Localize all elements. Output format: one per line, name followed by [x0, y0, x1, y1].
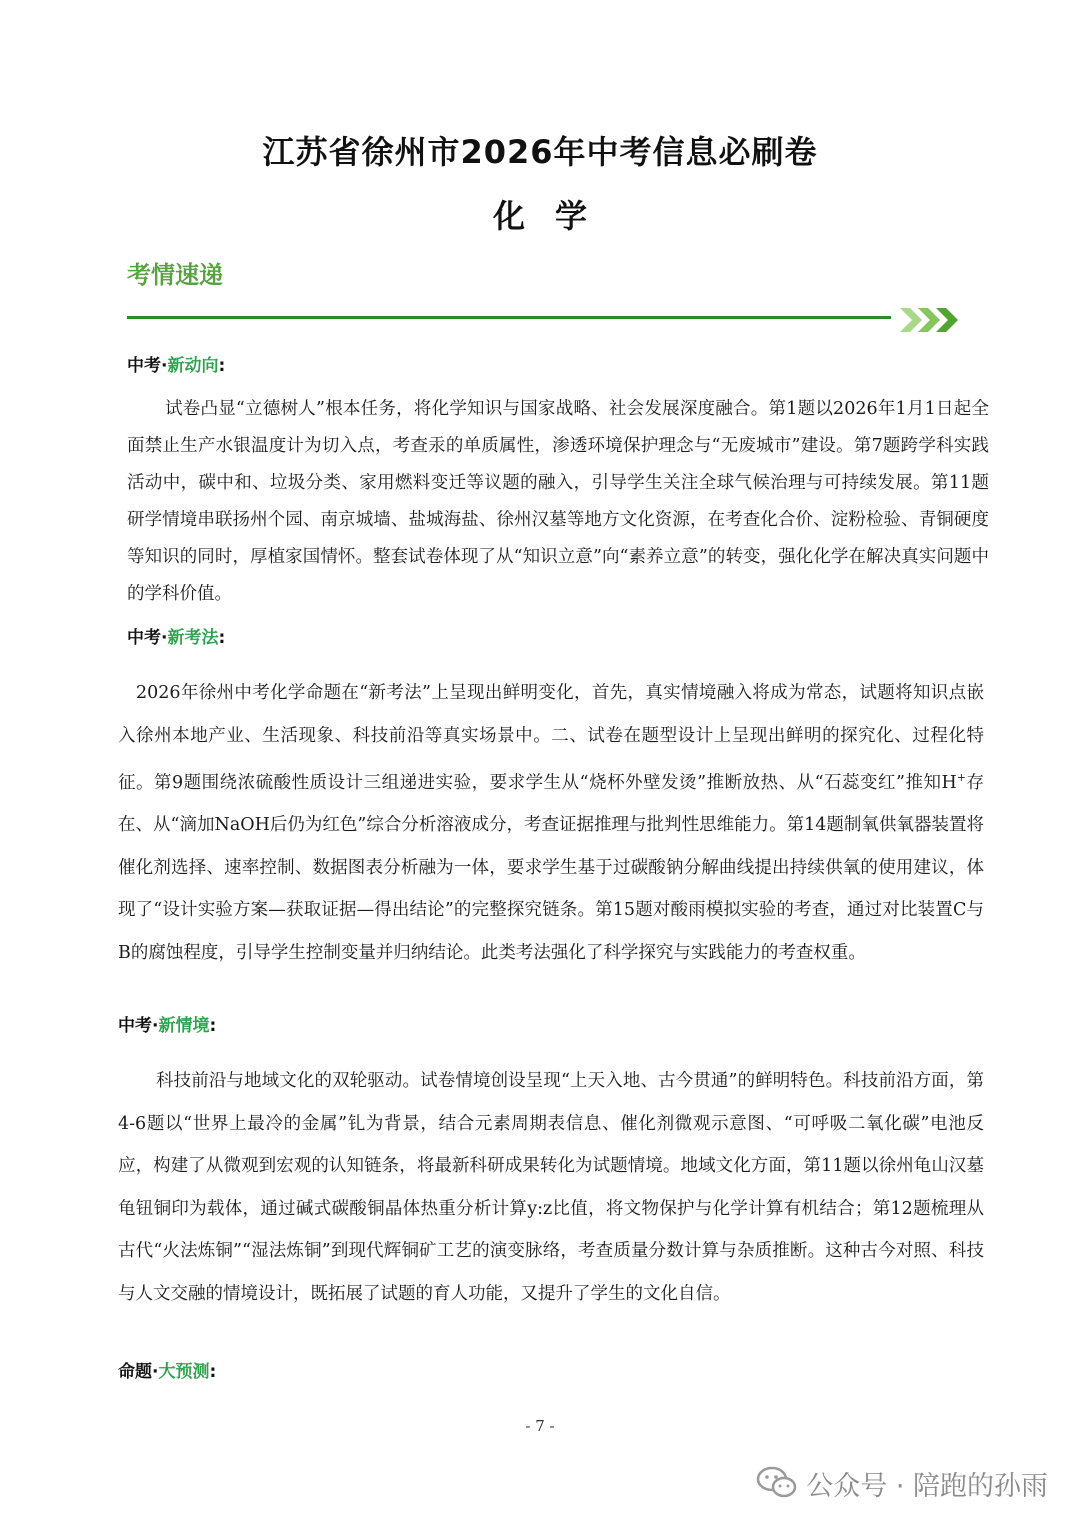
wechat-icon	[756, 1465, 798, 1501]
subheading-predictions: 命题·大预测:	[118, 1362, 217, 1382]
paragraph-new-trends: 试卷凸显“立德树人”根本任务，将化学知识与国家战略、社会发展深度融合。第1题以2026年1月1日起全面禁止生产水银温度计为切入点，考查汞的单质属性，渗透环境保护理念与“无废城市”建设。第7题跨学科实践活动中，碳中和、垃圾分类、家用燃料变迁等议题的融入，引导学生关注全球气候治理与可持续发展。第11题研学情境串联扬州个园、南京城墙、盐城海盐、徐州汉墓等地方文化资源，在考查化合价、淀粉检验、青铜硬度等知识的同时，厚植家国情怀。整套试卷体现了从“知识立意”向“素养立意”的转变，强化化学在解决真实问题中的学科价值。	[127, 399, 989, 604]
exam-title: 江苏省徐州市2026年中考信息必刷卷	[262, 133, 818, 171]
subject-title: 化学	[492, 197, 617, 235]
watermark	[756, 1463, 1048, 1503]
paragraph-new-contexts: 科技前沿与地域文化的双轮驱动。试卷情境创设呈现“上天入地、古今贯通”的鲜明特色。科技前沿方面，第4-6题以“世界上最冷的金属”钆为背景，结合元素周期表信息、催化剂微观示意图、“可呼吸二氧化碳”电池反应，构建了从微观到宏观的认知链条，将最新科研成果转化为试题情境。地域文化方面，第11题以徐州龟山汉墓龟钮铜印为载体，通过碱式碳酸铜晶体热重分析计算y:z比值，将文物保护与化学计算有机结合；第12题梳理从古代“火法炼铜”“湿法炼铜”到现代辉铜矿工艺的演变脉络，考查质量分数计算与杂质推断。这种古今对照、科技与人文交融的情境设计，既拓展了试题的育人功能，又提升了学生的文化自信。	[118, 1071, 984, 1304]
section-heading: 考情速递	[127, 261, 223, 289]
subheading-new-contexts: 中考·新情境:	[118, 1016, 217, 1036]
divider-rule	[127, 316, 891, 319]
page-number: - 7 -	[525, 1417, 555, 1435]
paragraph-new-methods: 2026年徐州中考化学命题在“新考法”上呈现出鲜明变化，首先，真实情境融入将成为常态，试题将知识点嵌入徐州本地产业、生活现象、科技前沿等真实场景中。二、试卷在题型设计上呈现出鲜明的探究化、过程化特征。第9题围绕浓硫酸性质设计三组递进实验，要求学生从“烧杯外壁发烫”推断放热、从“石蕊变红”推知H+存在、从“滴加NaOH后仍为红色”综合分析溶液成分，考查证据推理与批判性思维能力。第14题制氧供氧器装置将催化剂选择、速率控制、数据图表分析融为一体，要求学生基于过碳酸钠分解曲线提出持续供氧的使用建议，体现了“设计实验方案—获取证据—得出结论”的完整探究链条。第15题对酸雨模拟实验的考查，通过对比装置C与B的腐蚀程度，引导学生控制变量并归纳结论。此类考法强化了科学探究与实践能力的考查权重。	[118, 683, 985, 963]
subheading-new-methods: 中考·新考法:	[127, 628, 226, 648]
subheading-new-trends: 中考·新动向:	[127, 356, 226, 376]
watermark-text: 公众号 · 陪跑的孙雨	[806, 1470, 1048, 1502]
chevron-right-icon	[900, 305, 964, 335]
